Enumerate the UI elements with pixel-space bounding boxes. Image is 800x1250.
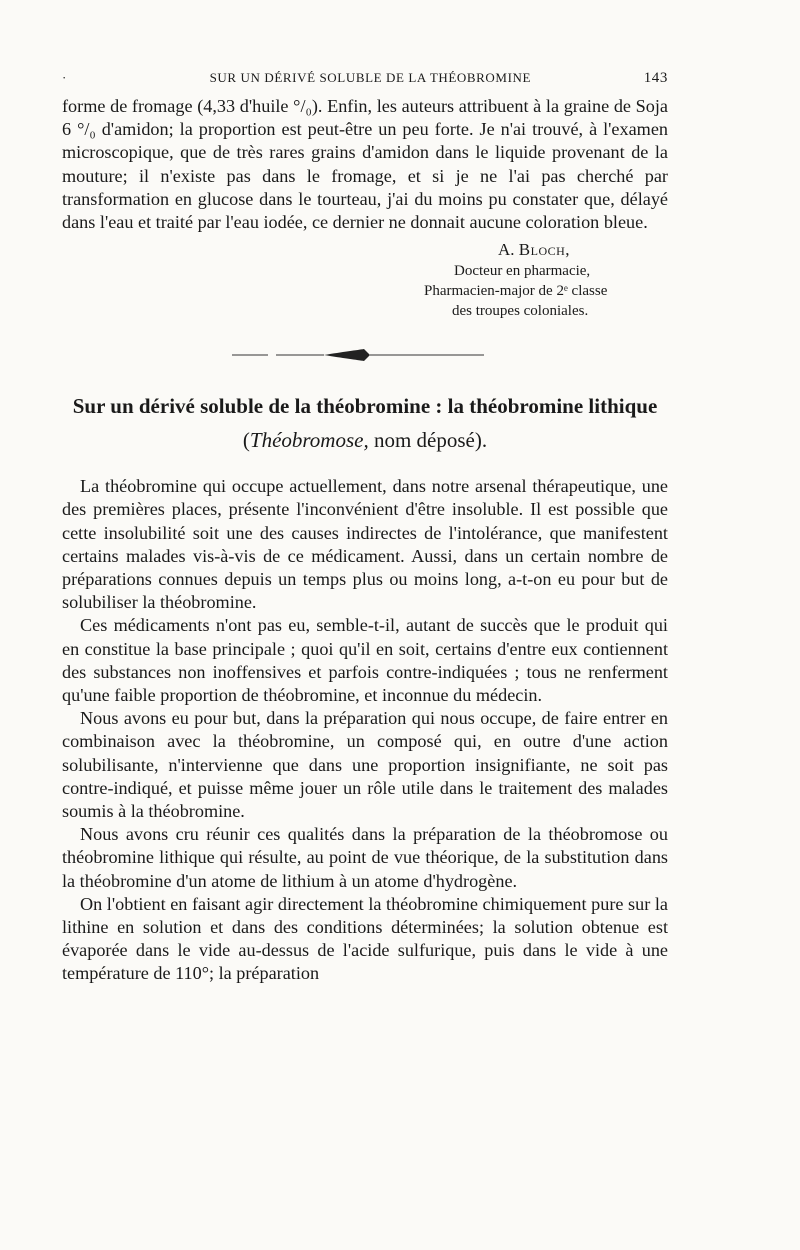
article-paragraph-5: On l'obtient en faisant agir directement la théobromine chimiquement pure sur la lithine en solution et dans des conditions déterminées; la solution obtenue est évaporée dans le vide au-dessus de l'acide sulfurique, puis dans le vide à une température de 110°; la préparation <box>62 893 668 984</box>
article-paragraph-1: La théobromine qui occupe actuellement, dans notre arsenal thérapeutique, une des premières places, présente l'inconvénient d'être insoluble. Il est possible que cette insolubilité soit une des causes indirectes de l'intolérance, que manifestent certains malades vis-à-vis de ce médicament. Aussi, dans un certain nombre de préparations connues depuis un temps plus ou moins long, a-t-on eu pour but de solubiliser la théobromine. <box>62 476 668 613</box>
article-title-main: Sur un dérivé soluble de la théobromine : la théobromine lithique <box>72 394 658 419</box>
author-initial: A. <box>498 240 515 260</box>
article-title <box>62 389 668 457</box>
document-page <box>62 70 668 986</box>
author-surname: Bloch, <box>518 240 571 260</box>
header-bullet: · <box>62 70 67 85</box>
author-name <box>498 240 668 260</box>
article-title-trade-name: Théobromose, <box>249 428 369 453</box>
article-title-suffix: nom déposé). <box>368 428 488 453</box>
running-title: SUR UN DÉRIVÉ SOLUBLE DE LA THÉOBROMINE <box>209 70 532 85</box>
section-divider-ornament <box>62 345 668 365</box>
article-paragraph-3: Nous avons eu pour but, dans la préparation qui nous occupe, de faire entrer en combinaison avec la théobromine, un composé qui, en outre d'une action solubilisante, n'intervienne que dans une proportion insignifiante, ne soit pas contre-indiqué, et puisse même jouer un rôle utile dans le traitement des malades soumis à la théobromine. <box>62 708 668 822</box>
divider-ornament-icon <box>232 345 492 365</box>
author-signature <box>424 240 668 321</box>
previous-article-closing-paragraph: forme de fromage (4,33 d'huile °/₀). Enfin, les auteurs attribuent à la graine de Soja 6 °/₀ d'amidon; la proportion est peut-être un peu forte. Je n'ai trouvé, à l'examen microscopique, que de très rares grains d'amidon dans le liquide provenant de la mouture; il n'existe pas dans le fromage, et si je ne l'ai pas cherché par transformation en glucose dans le tourteau, j'ai du moins pu constater que, délayé dans l'eau et traité par l'eau iodée, ce dernier ne donnait aucune coloration bleue. <box>62 96 668 233</box>
article-paragraph-2: Ces médicaments n'ont pas eu, semble-t-il, autant de succès que le produit qui en constitue la base principale ; quoi qu'il en soit, certains d'entre eux contiennent des substances non inoffensives et parfois contre-indiquées ; tous ne renferment qu'une faible proportion de théobromine, et inconnue du médecin. <box>62 615 668 706</box>
article-title-paren: ( <box>242 428 250 453</box>
running-header <box>62 70 668 87</box>
author-title-line-3: des troupes coloniales. <box>452 303 589 320</box>
article-paragraph-4: Nous avons cru réunir ces qualités dans la préparation de la théobromose ou théobromine lithique qui résulte, au point de vue théorique, de la substitution dans la théobromine d'un atome de lithium à un atome d'hydrogène. <box>62 824 668 891</box>
page-number: 143 <box>643 70 668 86</box>
author-title-line-2: Pharmacien-major de 2ᵉ classe <box>424 283 608 300</box>
author-title-line-1: Docteur en pharmacie, <box>454 263 591 280</box>
